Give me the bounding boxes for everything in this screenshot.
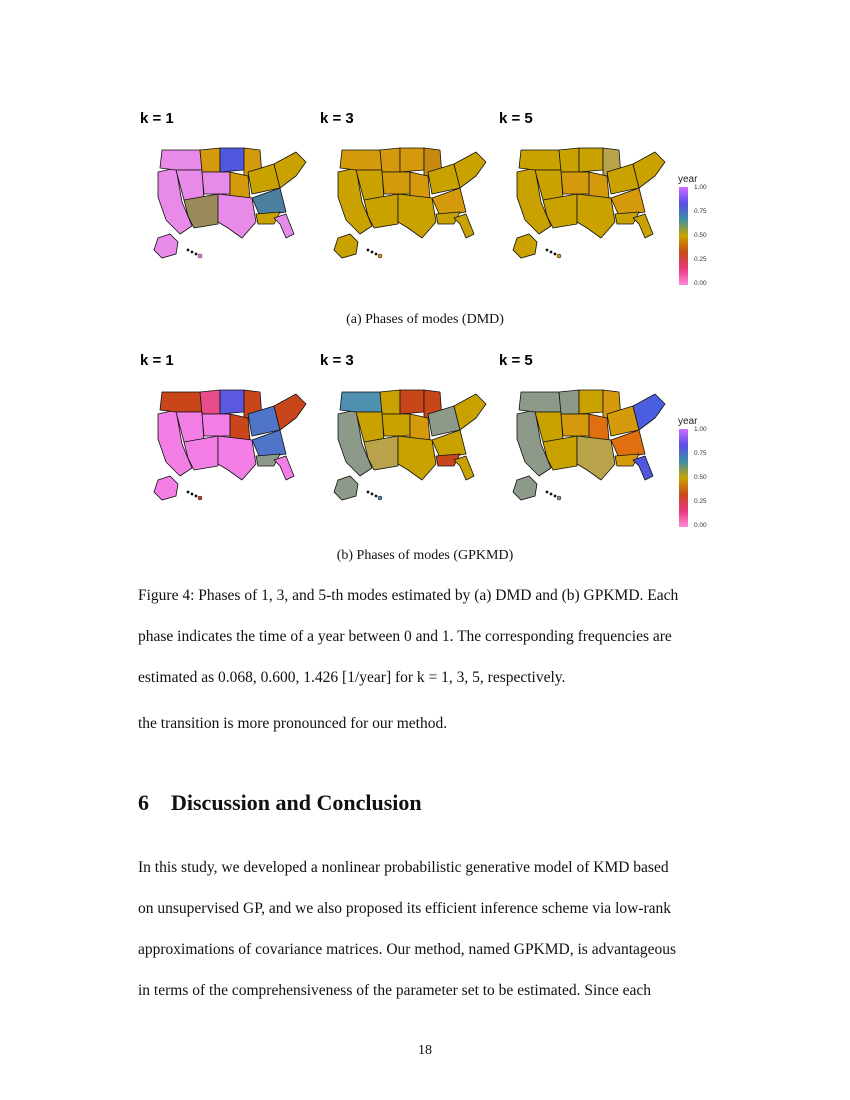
map-region-north-plains: [220, 148, 244, 172]
caption-line: phase indicates the time of a year between 0 and 1. The corresponding frequencies are: [138, 628, 672, 645]
map-region-hawaii: [557, 254, 561, 258]
us-map: [328, 142, 498, 262]
map-region-northeast: [633, 152, 665, 188]
us-map: [148, 384, 318, 504]
legend-tick: 0.75: [694, 450, 707, 457]
map-region-northeast: [633, 394, 665, 430]
map-region-hawaii: [375, 495, 377, 497]
map-region-central-rockies: [382, 414, 410, 436]
text-line: on unsupervised GP, and we also proposed its efficient inference scheme via low-rank: [138, 900, 672, 917]
legend-title: year: [678, 416, 698, 427]
legend-colorbar: [679, 187, 688, 285]
legend-tick: 1.00: [694, 184, 707, 191]
map-region-florida: [274, 456, 294, 480]
map-gpkmd-k1: [140, 352, 315, 502]
map-k-label: k = 5: [499, 110, 533, 127]
map-region-hawaii: [554, 253, 556, 255]
map-region-northwest: [160, 392, 202, 412]
legend-colorbar: [679, 429, 688, 527]
legend-tick: 0.50: [694, 232, 707, 239]
map-region-florida: [454, 456, 474, 480]
map-region-hawaii: [367, 249, 369, 251]
body-paragraph: the transition is more pronounced for our method.: [138, 715, 448, 732]
caption-line: Figure 4: Phases of 1, 3, and 5-th modes estimated by (a) DMD and (b) GPKMD. Each: [138, 587, 679, 604]
map-region-north-plains: [400, 148, 424, 172]
map-region-northern-rockies: [559, 390, 579, 414]
map-region-central-rockies: [561, 414, 589, 436]
map-region-central-plains: [589, 414, 609, 440]
map-region-hawaii: [546, 249, 548, 251]
legend-tick: 0.00: [694, 280, 707, 287]
us-map: [507, 384, 677, 504]
section-title: Discussion and Conclusion: [171, 790, 422, 815]
text-line: in terms of the comprehensiveness of the parameter set to be estimated. Since each: [138, 982, 652, 999]
map-region-hawaii: [198, 496, 202, 500]
legend-tick: 0.00: [694, 522, 707, 529]
map-region-north-plains: [579, 148, 603, 172]
caption-line: estimated as 0.068, 0.600, 1.426 [1/year] for k = 1, 3, 5, respectively.: [138, 669, 566, 686]
map-region-hawaii: [378, 496, 382, 500]
figure-panel-gpkmd: [0, 352, 850, 532]
map-region-central-plains: [410, 414, 430, 440]
map-gpkmd-k5: [499, 352, 674, 502]
map-region-northeast: [454, 152, 486, 188]
map-region-florida: [274, 214, 294, 238]
map-gpkmd-k3: [320, 352, 495, 502]
us-map: [507, 142, 677, 262]
map-region-northwest: [519, 392, 561, 412]
map-region-hawaii: [191, 493, 193, 495]
text-line: approximations of covariance matrices. Our method, named GPKMD, is advantageous: [138, 941, 677, 958]
map-region-texas: [218, 194, 256, 238]
subcaption-b: (b) Phases of modes (GPKMD): [336, 548, 514, 563]
map-region-central-plains: [589, 172, 609, 198]
page-number: 18: [418, 1043, 432, 1058]
year-legend: [678, 416, 738, 536]
map-region-central-plains: [410, 172, 430, 198]
map-region-northern-rockies: [559, 148, 579, 172]
map-region-hawaii: [198, 254, 202, 258]
map-region-hawaii: [195, 253, 197, 255]
map-region-northern-rockies: [200, 390, 220, 414]
map-region-texas: [577, 194, 615, 238]
map-region-northern-rockies: [380, 390, 400, 414]
map-region-alaska: [154, 234, 178, 258]
map-region-northwest: [340, 392, 382, 412]
map-region-hawaii: [191, 251, 193, 253]
map-region-florida: [633, 456, 653, 480]
map-region-texas: [577, 436, 615, 480]
figure-panel-dmd: [0, 110, 850, 290]
map-region-northeast: [274, 152, 306, 188]
map-region-alaska: [334, 476, 358, 500]
map-k-label: k = 3: [320, 352, 354, 369]
map-k-label: k = 1: [140, 110, 174, 127]
body-paragraph: [138, 847, 716, 1011]
map-region-texas: [398, 194, 436, 238]
map-region-hawaii: [550, 251, 552, 253]
map-region-texas: [398, 436, 436, 480]
map-region-northwest: [519, 150, 561, 170]
map-region-northern-rockies: [380, 148, 400, 172]
map-region-hawaii: [367, 491, 369, 493]
map-dmd-k5: [499, 110, 674, 260]
legend-title: year: [678, 174, 698, 185]
map-region-hawaii: [554, 495, 556, 497]
map-region-alaska: [513, 476, 537, 500]
map-region-central-rockies: [561, 172, 589, 194]
map-region-alaska: [334, 234, 358, 258]
legend-tick: 0.50: [694, 474, 707, 481]
map-region-hawaii: [546, 491, 548, 493]
map-region-central-rockies: [202, 172, 230, 194]
map-region-hawaii: [557, 496, 561, 500]
map-region-hawaii: [187, 249, 189, 251]
map-region-central-rockies: [202, 414, 230, 436]
legend-tick: 0.25: [694, 498, 707, 505]
us-map: [148, 142, 318, 262]
legend-tick: 0.75: [694, 208, 707, 215]
map-region-northeast: [454, 394, 486, 430]
map-region-florida: [633, 214, 653, 238]
map-region-hawaii: [550, 493, 552, 495]
map-region-hawaii: [371, 493, 373, 495]
us-map: [328, 384, 498, 504]
map-region-north-plains: [400, 390, 424, 414]
figure-caption: [138, 575, 716, 698]
map-region-hawaii: [371, 251, 373, 253]
legend-tick: 0.25: [694, 256, 707, 263]
map-k-label: k = 1: [140, 352, 174, 369]
map-region-northern-rockies: [200, 148, 220, 172]
legend-tick: 1.00: [694, 426, 707, 433]
map-region-florida: [454, 214, 474, 238]
map-region-alaska: [154, 476, 178, 500]
map-region-north-plains: [220, 390, 244, 414]
map-region-alaska: [513, 234, 537, 258]
map-region-north-plains: [579, 390, 603, 414]
map-dmd-k1: [140, 110, 315, 260]
map-region-hawaii: [187, 491, 189, 493]
map-region-central-plains: [230, 172, 250, 198]
map-dmd-k3: [320, 110, 495, 260]
map-region-central-plains: [230, 414, 250, 440]
map-region-central-rockies: [382, 172, 410, 194]
map-region-texas: [218, 436, 256, 480]
map-region-northwest: [160, 150, 202, 170]
subcaption-a: (a) Phases of modes (DMD): [346, 312, 504, 327]
map-region-hawaii: [378, 254, 382, 258]
map-k-label: k = 5: [499, 352, 533, 369]
map-region-hawaii: [375, 253, 377, 255]
map-k-label: k = 3: [320, 110, 354, 127]
section-heading: [138, 790, 422, 816]
map-region-northeast: [274, 394, 306, 430]
text-line: In this study, we developed a nonlinear probabilistic generative model of KMD based: [138, 859, 669, 876]
section-number: 6: [138, 790, 149, 815]
map-region-northwest: [340, 150, 382, 170]
year-legend: [678, 174, 738, 294]
map-region-hawaii: [195, 495, 197, 497]
